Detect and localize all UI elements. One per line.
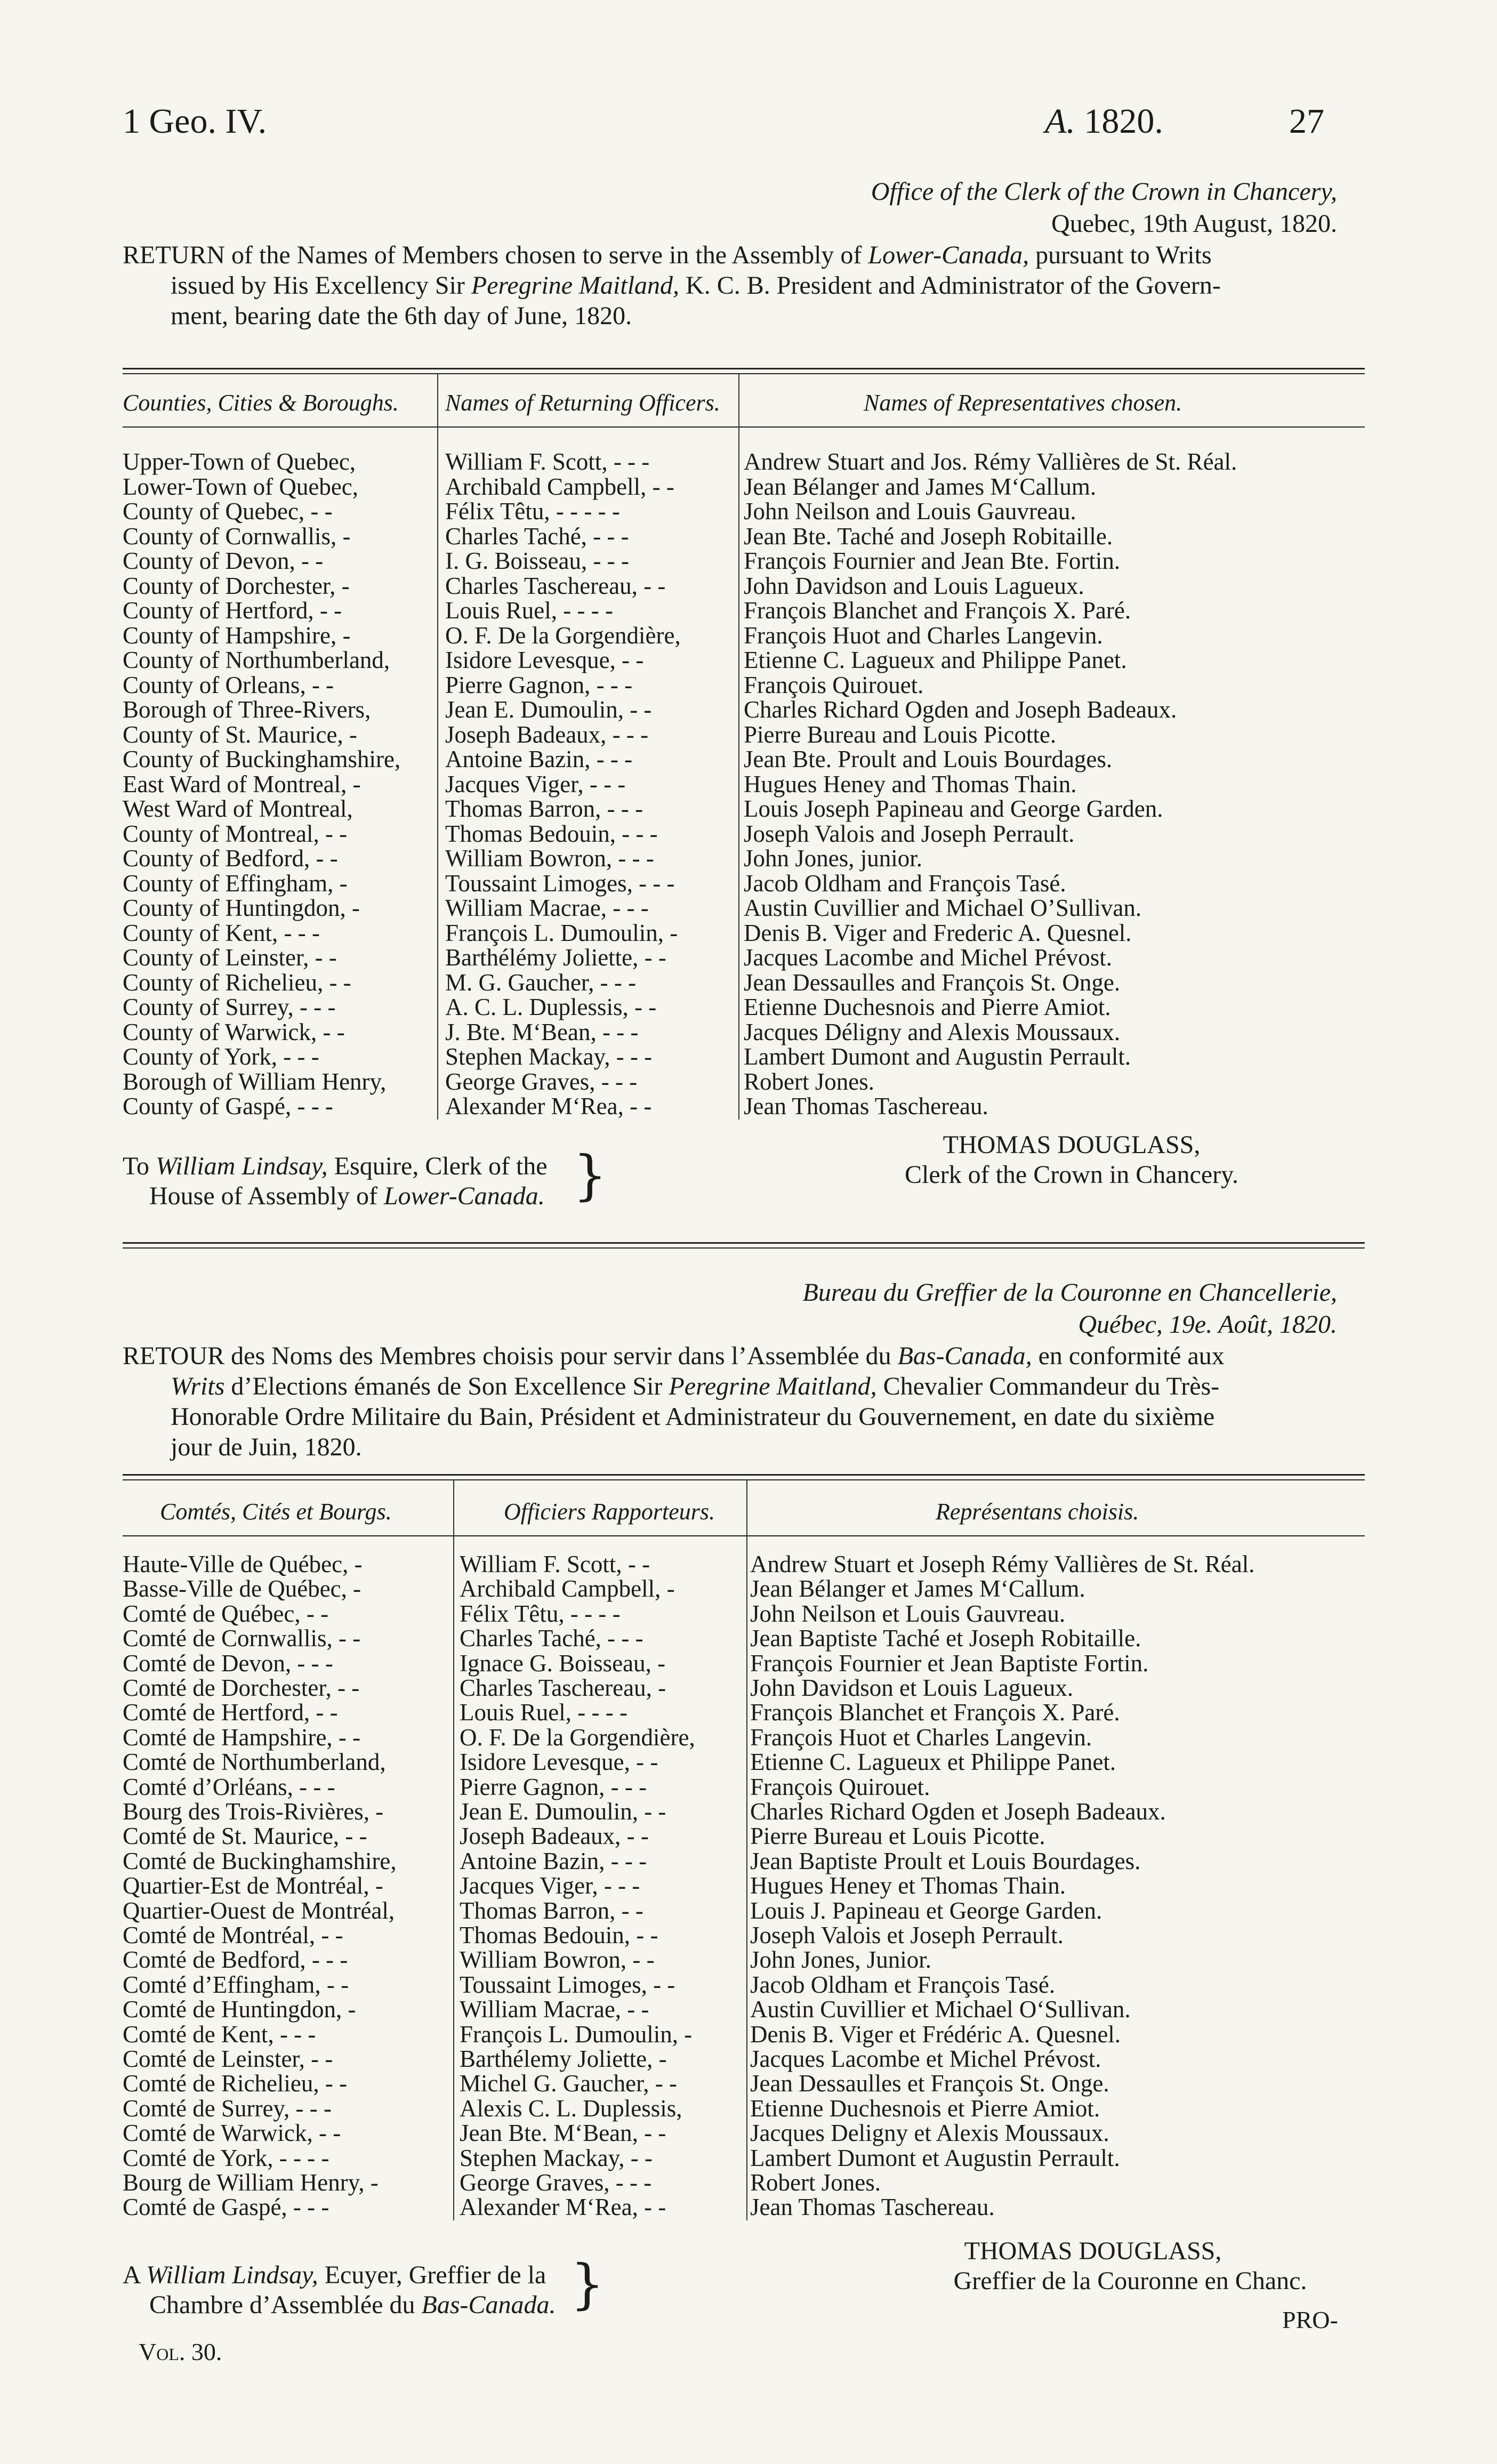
representatives-cell: Jean Thomas Taschereau. (750, 2194, 995, 2221)
constituency-cell: Quartier-Ouest de Montréal, (123, 1897, 395, 1924)
representatives-cell: Pierre Bureau and Louis Picotte. (744, 721, 1057, 748)
french-office-line (803, 1277, 1337, 1341)
returning-officer-cell: Archibald Campbell, - - (445, 473, 674, 500)
returning-officer-cell: Jacques Viger, - - - (445, 770, 626, 798)
constituency-cell: County of Surrey, - - - (123, 994, 336, 1020)
returning-officer-cell: Charles Taché, - - - (460, 1625, 643, 1652)
table-row (0, 920, 1497, 946)
returning-officer-cell: William Macrae, - - (460, 1996, 649, 2023)
constituency-cell: County of Hampshire, - (123, 622, 351, 649)
table-row (0, 1625, 1497, 1651)
representatives-cell: John Jones, junior. (744, 845, 923, 872)
running-head-year-number: 1820. (1084, 102, 1163, 141)
representatives-cell: John Neilson et Louis Gauvreau. (750, 1600, 1066, 1627)
table-row (0, 2194, 1497, 2220)
constituency-cell: Comté de Dorchester, - - (123, 1674, 360, 1701)
representatives-cell: John Davidson et Louis Lagueux. (750, 1674, 1074, 1701)
table-row (0, 1069, 1497, 1094)
table-row (0, 846, 1497, 871)
representatives-cell: Charles Richard Ogden and Joseph Badeaux. (744, 696, 1177, 723)
constituency-cell: County of Buckinghamshire, (123, 746, 401, 772)
constituency-cell: County of Leinster, - - (123, 944, 337, 971)
constituency-cell: East Ward of Montreal, - (123, 770, 361, 798)
returning-officer-cell: Félix Têtu, - - - - (460, 1600, 621, 1627)
constituency-cell: Comté de Bedford, - - - (123, 1946, 348, 1974)
representatives-cell: François Quirouet. (744, 671, 924, 698)
table-row (0, 895, 1497, 921)
table-row (0, 1700, 1497, 1725)
french-col-header-officiers: Officiers Rapporteurs. (504, 1499, 715, 1525)
constituency-cell: Comté de Northumberland, (123, 1749, 386, 1776)
returning-officer-cell: Jean Bte. M‘Bean, - - (460, 2120, 666, 2147)
constituency-cell: Upper-Town of Quebec, (123, 448, 356, 475)
constituency-cell: County of Gaspé, - - - (123, 1093, 333, 1120)
constituency-cell: Comté de Leinster, - - (123, 2046, 333, 2072)
returning-officer-cell: Isidore Levesque, - - (460, 1749, 658, 1776)
english-table-top-rule (123, 368, 1365, 374)
returning-officer-cell: Pierre Gagnon, - - - (445, 671, 633, 698)
returning-officer-cell: Stephen Mackay, - - (460, 2144, 653, 2171)
representatives-cell: Louis J. Papineau et George Garden. (750, 1897, 1102, 1924)
representatives-cell: François Huot et Charles Langevin. (750, 1724, 1092, 1751)
constituency-cell: County of Devon, - - (123, 547, 324, 574)
table-row (0, 1576, 1497, 1601)
table-row (0, 2096, 1497, 2121)
table-row (0, 548, 1497, 574)
returning-officer-cell: Barthélémy Joliette, - - (445, 944, 666, 971)
constituency-cell: Comté de Cornwallis, - - (123, 1625, 361, 1652)
table-row (0, 771, 1497, 797)
returning-officer-cell: Alexander M‘Rea, - - (445, 1093, 652, 1120)
english-office-line-1: Office of the Clerk of the Crown in Chancery, (871, 178, 1337, 206)
returning-officer-cell: William F. Scott, - - (460, 1551, 650, 1577)
english-intro-italic2: Peregrine Maitland, (471, 271, 680, 300)
returning-officer-cell: Archibald Campbell, - (460, 1575, 675, 1603)
returning-officer-cell: Thomas Barron, - - - (445, 795, 643, 822)
constituency-cell: Comté de York, - - - - (123, 2144, 329, 2171)
constituency-cell: Comté de Hertford, - - (123, 1699, 338, 1726)
representatives-cell: Jean Dessaulles and François St. Onge. (744, 969, 1121, 996)
constituency-cell: County of Bedford, - - (123, 845, 338, 872)
returning-officer-cell: George Graves, - - - (445, 1068, 638, 1095)
french-col-header-comtes: Comtés, Cités et Bourgs. (160, 1499, 392, 1525)
representatives-cell: Andrew Stuart and Jos. Rémy Vallières de St. Réal. (744, 448, 1237, 475)
representatives-cell: Joseph Valois and Joseph Perrault. (744, 820, 1075, 847)
english-office-line (871, 176, 1337, 240)
returning-officer-cell: William Macrae, - - - (445, 895, 649, 921)
returning-officer-cell: Charles Taché, - - - (445, 522, 629, 550)
returning-officer-cell: Thomas Bedouin, - - (460, 1922, 658, 1948)
returning-officer-cell: Antoine Bazin, - - - (445, 746, 633, 772)
french-intro-italic2: Writs (171, 1372, 225, 1400)
constituency-cell: County of Hertford, - - (123, 597, 342, 624)
returning-officer-cell: Alexander M‘Rea, - - (460, 2194, 666, 2221)
table-row (0, 871, 1497, 896)
english-intro-part2: pursuant to Writs (1029, 241, 1212, 269)
representatives-cell: François Blanchet et François X. Paré. (750, 1699, 1120, 1726)
table-row (0, 573, 1497, 599)
constituency-cell: Comté de Kent, - - - (123, 2020, 316, 2048)
representatives-cell: Austin Cuvillier and Michael O’Sullivan. (744, 895, 1142, 921)
french-address-part3: Chambre d’Assemblée du (149, 2291, 422, 2319)
french-address-part1: A (123, 2261, 147, 2289)
table-row (0, 474, 1497, 500)
representatives-cell: François Blanchet and François X. Paré. (744, 597, 1131, 624)
representatives-cell: Etienne C. Lagueux et Philippe Panet. (750, 1749, 1116, 1776)
french-intro-part1: RETOUR des Noms des Membres choisis pour servir dans l’Assemblée du (123, 1342, 898, 1370)
french-intro-part4: Chevalier Commandeur du Très- (876, 1372, 1220, 1400)
french-intro-part2: en conformité aux (1032, 1342, 1225, 1370)
representatives-cell: Jacques Deligny et Alexis Moussaux. (750, 2120, 1109, 2147)
english-intro-part5: ment, bearing date the 6th day of June, 1820. (171, 302, 632, 330)
table-row (0, 994, 1497, 1020)
table-row (0, 746, 1497, 772)
english-address-part1: To (123, 1152, 156, 1180)
returning-officer-cell: J. Bte. M‘Bean, - - - (445, 1018, 639, 1045)
table-row (0, 722, 1497, 747)
french-intro (123, 1341, 1365, 1462)
representatives-cell: Etienne Duchesnois and Pierre Amiot. (744, 994, 1111, 1020)
table-row (0, 1848, 1497, 1874)
constituency-cell: Comté de Buckinghamshire, (123, 1847, 397, 1874)
representatives-cell: Louis Joseph Papineau and George Garden. (744, 795, 1163, 822)
table-row (0, 2071, 1497, 2096)
table-row (0, 1823, 1497, 1849)
english-intro-part1: RETURN of the Names of Members chosen to serve in the Assembly of (123, 241, 868, 269)
table-row (0, 2022, 1497, 2047)
representatives-cell: Etienne C. Lagueux and Philippe Panet. (744, 647, 1127, 673)
representatives-cell: Etienne Duchesnois et Pierre Amiot. (750, 2095, 1100, 2122)
returning-officer-cell: Jean E. Dumoulin, - - (460, 1798, 666, 1825)
english-intro-italic1: Lower-Canada, (868, 241, 1029, 269)
representatives-cell: Jean Bélanger et James M‘Callum. (750, 1575, 1085, 1603)
french-col-header-representans: Représentans choisis. (936, 1499, 1139, 1525)
representatives-cell: Jacques Lacombe and Michel Prévost. (744, 944, 1113, 971)
representatives-cell: Charles Richard Ogden et Joseph Badeaux. (750, 1798, 1166, 1825)
table-row (0, 2120, 1497, 2146)
representatives-cell: John Davidson and Louis Lagueux. (744, 572, 1084, 599)
returning-officer-cell: Isidore Levesque, - - (445, 647, 644, 673)
constituency-cell: County of Montreal, - - (123, 820, 348, 847)
french-signature-title: Greffier de la Couronne en Chanc. (953, 2267, 1307, 2295)
returning-officer-cell: Michel G. Gaucher, - - (460, 2070, 678, 2097)
table-row (0, 672, 1497, 698)
constituency-cell: Comté de Richelieu, - - (123, 2070, 348, 2097)
table-row (0, 821, 1497, 847)
english-address (123, 1152, 548, 1211)
table-row (0, 524, 1497, 549)
constituency-cell: County of Orleans, - - (123, 671, 334, 698)
table-row (0, 2170, 1497, 2195)
representatives-cell: Lambert Dumont and Augustin Perrault. (744, 1043, 1131, 1070)
representatives-cell: Robert Jones. (744, 1068, 874, 1095)
english-signature-title: Clerk of the Crown in Chancery. (904, 1161, 1239, 1189)
constituency-cell: County of St. Maurice, - (123, 721, 357, 748)
returning-officer-cell: Félix Têtu, - - - - - (445, 498, 620, 525)
representatives-cell: Hugues Heney and Thomas Thain. (744, 770, 1077, 798)
returning-officer-cell: Charles Taschereau, - - (445, 572, 666, 599)
constituency-cell: West Ward of Montreal, (123, 795, 353, 822)
table-row (0, 498, 1497, 524)
representatives-cell: Jacob Oldham and François Tasé. (744, 869, 1066, 897)
table-row (0, 1799, 1497, 1824)
constituency-cell: Comté d’Effingham, - - (123, 1971, 349, 1998)
representatives-cell: Jean Thomas Taschereau. (744, 1093, 988, 1120)
returning-officer-cell: Ignace G. Boisseau, - (460, 1649, 666, 1677)
english-address-italic: William Lindsay, (155, 1152, 328, 1180)
english-header-rule (123, 426, 1365, 428)
english-col-header-representatives: Names of Representatives chosen. (864, 390, 1182, 416)
french-table-top-rule (123, 1474, 1365, 1480)
constituency-cell: County of Richelieu, - - (123, 969, 351, 996)
english-col-header-officers: Names of Returning Officers. (445, 390, 720, 416)
english-intro-part4: K. C. B. President and Administrator of the Govern- (679, 271, 1221, 300)
french-intro-part6: jour de Juin, 1820. (171, 1433, 362, 1461)
english-intro-part3: issued by His Excellency Sir (171, 271, 471, 300)
french-address-part2: Ecuyer, Greffier de la (318, 2261, 546, 2289)
constituency-cell: Haute-Ville de Québec, - (123, 1551, 363, 1577)
returning-officer-cell: O. F. De la Gorgendière, (460, 1724, 695, 1751)
representatives-cell: François Quirouet. (750, 1773, 930, 1800)
representatives-cell: François Fournier et Jean Baptiste Fortin. (750, 1649, 1149, 1677)
representatives-cell: Jean Baptiste Proult et Louis Bourdages. (750, 1847, 1141, 1874)
french-address-brace: } (570, 2253, 605, 2315)
table-row (0, 1601, 1497, 1626)
returning-officer-cell: Charles Taschereau, - (460, 1674, 666, 1701)
constituency-cell: Lower-Town of Quebec, (123, 473, 359, 500)
table-row (0, 970, 1497, 995)
returning-officer-cell: Louis Ruel, - - - - (460, 1699, 627, 1726)
french-address (123, 2260, 556, 2320)
table-row (0, 945, 1497, 970)
constituency-cell: Bourg des Trois-Rivières, - (123, 1798, 384, 1825)
returning-officer-cell: Jacques Viger, - - - (460, 1872, 640, 1899)
french-office-line-2: Québec, 19e. Août, 1820. (1078, 1310, 1337, 1339)
representatives-cell: Jean Bte. Taché and Joseph Robitaille. (744, 522, 1113, 550)
english-address-part2: Esquire, Clerk of the (327, 1152, 548, 1180)
representatives-cell: Austin Cuvillier et Michael O‘Sullivan. (750, 1996, 1131, 2023)
returning-officer-cell: Thomas Bedouin, - - - (445, 820, 658, 847)
table-row (0, 1898, 1497, 1923)
table-row (0, 598, 1497, 623)
representatives-cell: Andrew Stuart et Joseph Rémy Vallières de St. Réal. (750, 1551, 1255, 1577)
constituency-cell: Comté de Huntingdon, - (123, 1996, 356, 2023)
constituency-cell: Quartier-Est de Montréal, - (123, 1872, 383, 1899)
returning-officer-cell: François L. Dumoulin, - (445, 919, 678, 946)
constituency-cell: Comté de Gaspé, - - - (123, 2194, 329, 2221)
constituency-cell: Comté de Hampshire, - - (123, 1724, 361, 1751)
constituency-cell: Bourg de William Henry, - (123, 2169, 379, 2196)
returning-officer-cell: Jean E. Dumoulin, - - (445, 696, 652, 723)
constituency-cell: County of Quebec, - - (123, 498, 333, 525)
table-row (0, 1725, 1497, 1750)
returning-officer-cell: George Graves, - - - (460, 2169, 652, 2196)
constituency-cell: County of Dorchester, - (123, 572, 350, 599)
representatives-cell: Denis B. Viger and Frederic A. Quesnel. (744, 919, 1132, 946)
returning-officer-cell: Joseph Badeaux, - - (460, 1823, 649, 1850)
returning-officer-cell: Pierre Gagnon, - - - (460, 1773, 647, 1800)
returning-officer-cell: Toussaint Limoges, - - (460, 1971, 675, 1998)
representatives-cell: Jacob Oldham et François Tasé. (750, 1971, 1056, 1998)
table-row (0, 1996, 1497, 2022)
representatives-cell: Lambert Dumont et Augustin Perrault. (750, 2144, 1120, 2171)
constituency-cell: Comté de Surrey, - - - (123, 2095, 332, 2122)
returning-officer-cell: François L. Dumoulin, - (460, 2020, 693, 2048)
table-row (0, 1873, 1497, 1898)
constituency-cell: County of Northumberland, (123, 647, 390, 673)
table-row (0, 1650, 1497, 1676)
english-address-italic2: Lower-Canada. (383, 1182, 545, 1210)
returning-officer-cell: I. G. Boisseau, - - - (445, 547, 629, 574)
table-row (0, 1774, 1497, 1800)
representatives-cell: Pierre Bureau et Louis Picotte. (750, 1823, 1045, 1850)
returning-officer-cell: Barthélemy Joliette, - (460, 2046, 667, 2072)
table-row (0, 449, 1497, 474)
representatives-cell: Jacques Déligny and Alexis Moussaux. (744, 1018, 1121, 1045)
french-intro-italic3: Peregrine Maitland, (669, 1372, 877, 1400)
returning-officer-cell: Toussaint Limoges, - - - (445, 869, 675, 897)
french-intro-part5: Honorable Ordre Militaire du Bain, Président et Administrateur du Gouvernement, en date du sixième (171, 1403, 1215, 1431)
english-address-brace: } (573, 1144, 607, 1206)
constituency-cell: Borough of Three-Rivers, (123, 696, 371, 723)
representatives-cell: François Fournier and Jean Bte. Fortin. (744, 547, 1121, 574)
table-row (0, 1972, 1497, 1998)
table-row (0, 1675, 1497, 1701)
table-row (0, 697, 1497, 722)
constituency-cell: County of Huntingdon, - (123, 895, 360, 921)
returning-officer-cell: Thomas Barron, - - (460, 1897, 643, 1924)
english-address-part3: House of Assembly of (149, 1182, 384, 1210)
returning-officer-cell: William F. Scott, - - - (445, 448, 650, 475)
table-row (0, 2046, 1497, 2072)
constituency-cell: Comté de Québec, - - (123, 1600, 329, 1627)
french-signature (853, 2236, 1333, 2296)
catchword: PRO- (1282, 2306, 1338, 2333)
representatives-cell: Jean Bte. Proult and Louis Bourdages. (744, 746, 1113, 772)
constituency-cell: Comté de Devon, - - - (123, 1649, 333, 1677)
english-signature (832, 1130, 1311, 1190)
english-signature-name: THOMAS DOUGLASS, (943, 1131, 1201, 1159)
constituency-cell: Comté de St. Maurice, - - (123, 1823, 367, 1850)
representatives-cell: Joseph Valois et Joseph Perrault. (750, 1922, 1064, 1948)
table-row (0, 1093, 1497, 1119)
constituency-cell: County of York, - - - (123, 1043, 319, 1070)
returning-officer-cell: Stephen Mackay, - - - (445, 1043, 653, 1070)
representatives-cell: Jean Dessaulles et François St. Onge. (750, 2070, 1109, 2097)
table-row (0, 623, 1497, 648)
french-intro-italic1: Bas-Canada, (897, 1342, 1032, 1370)
representatives-cell: Jean Baptiste Taché et Joseph Robitaille. (750, 1625, 1141, 1652)
representatives-cell: Denis B. Viger et Frédéric A. Quesnel. (750, 2020, 1121, 2048)
returning-officer-cell: William Bowron, - - - (445, 845, 654, 872)
english-office-line-2: Quebec, 19th August, 1820. (1051, 210, 1337, 238)
french-header-rule (123, 1535, 1365, 1536)
french-intro-part3: d’Elections émanés de Son Excellence Sir (224, 1372, 669, 1400)
french-signature-name: THOMAS DOUGLASS, (964, 2237, 1222, 2265)
returning-officer-cell: M. G. Gaucher, - - - (445, 969, 637, 996)
constituency-cell: County of Effingham, - (123, 869, 348, 897)
running-head-left: 1 Geo. IV. (123, 102, 267, 141)
constituency-cell: Comté de Warwick, - - (123, 2120, 341, 2147)
english-intro (123, 240, 1365, 331)
table-row (0, 647, 1497, 673)
representatives-cell: Jacques Lacombe et Michel Prévost. (750, 2046, 1101, 2072)
returning-officer-cell: Louis Ruel, - - - - (445, 597, 613, 624)
returning-officer-cell: Antoine Bazin, - - - (460, 1847, 647, 1874)
page-number: 27 (1289, 102, 1324, 141)
french-office-line-1: Bureau du Greffier de la Couronne en Chancellerie, (802, 1278, 1337, 1307)
english-col-header-counties: Counties, Cities & Boroughs. (123, 390, 399, 416)
table-row (0, 1019, 1497, 1045)
constituency-cell: County of Warwick, - - (123, 1018, 345, 1045)
representatives-cell: François Huot and Charles Langevin. (744, 622, 1103, 649)
constituency-cell: Comté de Montréal, - - (123, 1922, 343, 1948)
table-row (0, 1551, 1497, 1577)
representatives-cell: Jean Bélanger and James M‘Callum. (744, 473, 1097, 500)
returning-officer-cell: A. C. L. Duplessis, - - (445, 994, 657, 1020)
french-address-italic2: Bas-Canada. (421, 2291, 556, 2319)
section-divider-rule (123, 1242, 1365, 1249)
constituency-cell: Basse-Ville de Québec, - (123, 1575, 361, 1603)
table-row (0, 1947, 1497, 1972)
returning-officer-cell: William Bowron, - - (460, 1946, 655, 1974)
returning-officer-cell: Joseph Badeaux, - - - (445, 721, 649, 748)
constituency-cell: County of Kent, - - - (123, 919, 320, 946)
table-row (0, 2145, 1497, 2171)
table-row (0, 1044, 1497, 1069)
volume-number: Vol. 30. (139, 2338, 222, 2365)
representatives-cell: John Neilson and Louis Gauvreau. (744, 498, 1076, 525)
representatives-cell: Robert Jones. (750, 2169, 881, 2196)
representatives-cell: Hugues Heney et Thomas Thain. (750, 1872, 1066, 1899)
constituency-cell: County of Cornwallis, - (123, 522, 351, 550)
returning-officer-cell: O. F. De la Gorgendière, (445, 622, 681, 649)
representatives-cell: John Jones, Junior. (750, 1946, 932, 1974)
table-row (0, 796, 1497, 822)
running-head-year (1045, 101, 1163, 142)
table-row (0, 1749, 1497, 1775)
constituency-cell: Comté d’Orléans, - - - (123, 1773, 335, 1800)
french-address-italic: William Lindsay, (146, 2261, 318, 2289)
table-row (0, 1922, 1497, 1948)
running-head-a: A. (1045, 102, 1075, 141)
constituency-cell: Borough of William Henry, (123, 1068, 387, 1095)
returning-officer-cell: Alexis C. L. Duplessis, (460, 2095, 682, 2122)
